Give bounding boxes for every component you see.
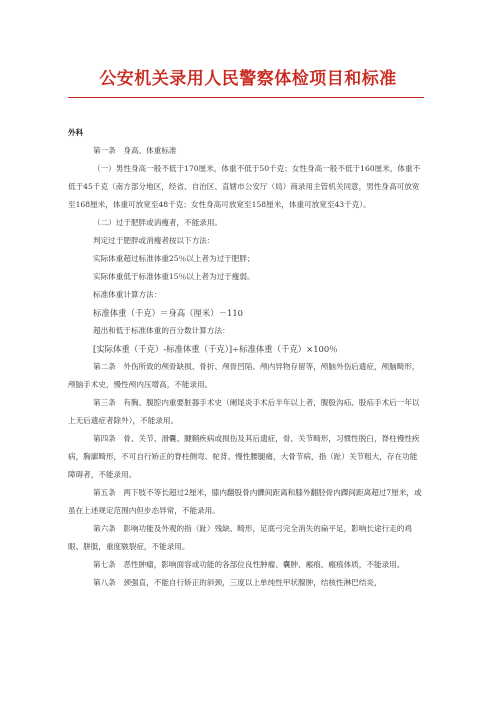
standard-weight-formula: 标准体重（千克）＝身高（厘米）－110 [93,308,243,318]
underweight-criterion: 实际体重低于标准体重15％以上者为过于瘦弱。 [93,272,255,281]
judgement-method: 判定过于肥胖或消瘦者按以下方法： [93,236,215,245]
document-body [68,124,424,592]
article-2: 第二条 外伤所致的颅骨缺损、骨折、颅骨凹陷、颅内异物存留等，颅脑外伤后遗症，颅脑畸形，颅脑手术史，慢性颅内压增高，不能录用。 [68,362,420,389]
percentage-method: 超出和低于标准体重的百分数计算方法： [93,326,230,335]
article-1-heading: 第一条 身高、体重标准 [93,146,177,155]
title-divider [68,97,424,98]
article-7: 第七条 恶性肿瘤，影响面容或功能的各部位良性肿瘤、囊肿、瘢痕、瘢痕体质，不能录用。 [93,560,405,569]
document-title: 公安机关录用人民警察体检项目和标准 [99,69,397,89]
article-5: 第五条 两下肢不等长超过2厘米，膝内翻股骨内髁间距离和膝外翻胫骨内踝间距离超过7厘米，或虽在上述规定范围内但步态异常，不能录用。 [68,488,422,515]
height-weight-standard: （一）男性身高一般不低于170厘米，体重不低于50千克；女性身高一般不低于160厘米，体重不低于45千克（南方部分地区，经省、自治区、直辖市公安厅（局）商录用主管机关同意，男性身高可放宽至168厘米，体重可放宽至48千克；女性身高可放宽至158厘米，体重可放宽至43千克）。 [68,164,421,209]
article-3: 第三条 有胸、腹腔内重要脏器手术史（阑尾炎手术后半年以上者，腹股沟疝、股疝手术后一年以上无后遗症者除外），不能录用。 [68,398,420,425]
article-4: 第四条 骨、关节、滑囊、腱鞘疾病或损伤及其后遗症，骨、关节畸形，习惯性脱臼，脊柱慢性疾病，胸廓畸形，不可自行矫正的脊柱侧弯、驼背、慢性腰腿痛，大骨节病，指（趾）关节粗大，存在功能障碍者，不能录用。 [68,434,420,479]
article-6: 第六条 影响功能及外观的指（趾）残缺、畸形，足底弓完全消失的扁平足，影响长途行走的鸡眼、胼胝，重度皲裂症，不能录用。 [68,524,412,551]
article-8: 第八条 颈强直，不能自行矫正的斜颈，三度以上单纯性甲状腺肿，结核性淋巴结炎， [93,578,382,587]
percentage-formula: [实际体重（千克）-标准体重（千克）]÷标准体重（千克）×100％ [93,344,338,354]
overweight-criterion: 实际体重超过标准体重25％以上者为过于肥胖； [93,254,255,263]
obesity-rule: （二）过于肥胖或消瘦者，不能录用。 [93,218,223,227]
section-heading: 外科 [68,128,84,137]
standard-weight-method: 标准体重计算方法： [93,290,162,299]
